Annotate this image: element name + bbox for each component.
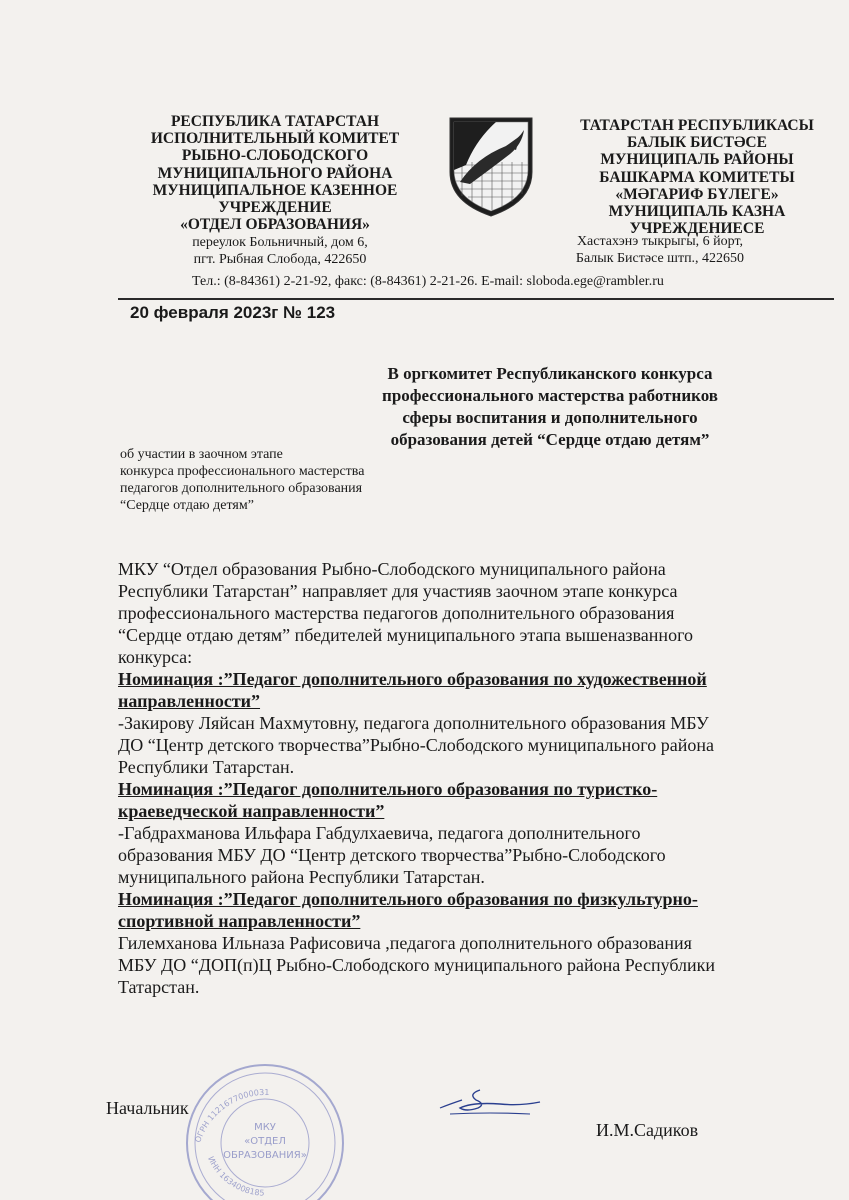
document-date-number: 20 февраля 2023г № 123 bbox=[130, 303, 336, 322]
header-right-address bbox=[540, 233, 780, 267]
addressee-line: профессионального мастерства работников bbox=[382, 386, 718, 405]
stamp-line: ОБРАЗОВАНИЯ» bbox=[223, 1150, 307, 1161]
handwritten-signature bbox=[410, 1078, 560, 1138]
coat-of-arms-emblem bbox=[436, 110, 546, 220]
stamp-line: МКУ bbox=[254, 1122, 276, 1133]
nomination-text: МБУ ДО “ДОП(п)Ц Рыбно-Слободского муниципального района Республики bbox=[118, 955, 716, 975]
body-line: Республики Татарстан” направляет для участияв заочном этапе конкурса bbox=[118, 581, 678, 601]
body-line: “Сердце отдаю детям” пбедителей муниципального этапа вышеназванного bbox=[118, 625, 693, 645]
header-left-organization bbox=[120, 113, 430, 233]
nomination-title: Номинация :”Педагог дополнительного образования по туристко- bbox=[118, 779, 658, 799]
header-left-line: УЧРЕЖДЕНИЕ bbox=[218, 199, 332, 217]
nomination-title: направленности” bbox=[118, 691, 261, 711]
nomination-text: муниципального района Республики Татарстан. bbox=[118, 867, 485, 887]
header-left-line: «ОТДЕЛ ОБРАЗОВАНИЯ» bbox=[180, 216, 370, 234]
subject-line: “Сердце отдаю детям” bbox=[120, 498, 254, 513]
nomination-text: Татарстан. bbox=[118, 977, 200, 997]
header-left-address bbox=[150, 234, 410, 268]
nomination-text: -Габдрахманова Ильфара Габдулхаевича, педагога дополнительного bbox=[118, 823, 641, 843]
subject-line: конкурса профессионального мастерства bbox=[120, 464, 365, 479]
nomination-text: Республики Татарстан. bbox=[118, 757, 295, 777]
body-line: МКУ “Отдел образования Рыбно-Слободского муниципального района bbox=[118, 559, 666, 579]
subject-line: об участии в заочном этапе bbox=[120, 447, 283, 462]
stamp-line: «ОТДЕЛ bbox=[244, 1136, 286, 1147]
header-right-line: МУНИЦИПАЛЬ РАЙОНЫ bbox=[600, 151, 794, 169]
header-right-line: БАШКАРМА КОМИТЕТЫ bbox=[599, 168, 795, 186]
signature-position-label: Начальник bbox=[106, 1098, 189, 1118]
addressee-line: сферы воспитания и дополнительного bbox=[402, 408, 698, 427]
nomination-title: спортивной направленности” bbox=[118, 911, 361, 931]
nomination-title: Номинация :”Педагог дополнительного образования по художественной bbox=[118, 669, 707, 689]
header-right-organization bbox=[562, 117, 832, 237]
header-divider bbox=[118, 298, 834, 300]
official-stamp bbox=[180, 1048, 350, 1200]
header-right-line: БАЛЫК БИСТӘСЕ bbox=[627, 134, 767, 152]
body-line: конкурса: bbox=[118, 647, 193, 667]
nomination-title: Номинация :”Педагог дополнительного образования по физкультурно- bbox=[118, 889, 698, 909]
stamp-ogrn: ОГРН 1121677000031 bbox=[193, 1087, 270, 1144]
stamp-inn: ИНН 1634008185 bbox=[206, 1154, 265, 1198]
body-line: профессионального мастерства педагогов дополнительного образования bbox=[118, 603, 675, 623]
addressee-block bbox=[340, 363, 760, 451]
letter-body bbox=[118, 558, 808, 998]
header-left-line: МУНИЦИПАЛЬНОГО РАЙОНА bbox=[157, 164, 393, 182]
nomination-title: краеведческой направленности” bbox=[118, 801, 385, 821]
address-line: переулок Больничный, дом 6, bbox=[192, 235, 368, 250]
header-contacts: Тел.: (8-84361) 2-21-92, факс: (8-84361) 2-21-26. E-mail: sloboda.ege@rambler.ru bbox=[192, 274, 664, 289]
header-left-line: РЕСПУБЛИКА ТАТАРСТАН bbox=[170, 113, 380, 130]
header-right-line: УЧРЕЖДЕНИЕСЕ bbox=[629, 220, 765, 238]
address-line: Балык Бистәсе штп., 422650 bbox=[575, 251, 745, 266]
header-right-line: ТАТАРСТАН РЕСПУБЛИКАСЫ bbox=[580, 117, 814, 134]
header-right-line: МУНИЦИПАЛЬ КАЗНА bbox=[608, 203, 786, 221]
subject-block bbox=[120, 446, 450, 514]
nomination-text: образования МБУ ДО “Центр детского творчества”Рыбно-Слободского bbox=[118, 845, 666, 865]
addressee-line: образования детей “Сердце отдаю детям” bbox=[390, 430, 710, 449]
header-left-line: ИСПОЛНИТЕЛЬНЫЙ КОМИТЕТ bbox=[150, 130, 400, 148]
nomination-text: Гилемханова Ильназа Рафисовича ,педагога дополнительного образования bbox=[118, 933, 692, 953]
nomination-text: -Закирову Ляйсан Махмутовну, педагога дополнительного образования МБУ bbox=[118, 713, 709, 733]
header-left-line: РЫБНО-СЛОБОДСКОГО bbox=[181, 147, 369, 165]
addressee-line: В оргкомитет Республиканского конкурса bbox=[387, 364, 713, 383]
header-right-line: «МӘГАРИФ БҮЛЕГЕ» bbox=[615, 185, 779, 203]
address-line: пгт. Рыбная Слобода, 422650 bbox=[193, 252, 367, 267]
nomination-text: ДО “Центр детского творчества”Рыбно-Слободского муниципального района bbox=[118, 735, 714, 755]
header-left-line: МУНИЦИПАЛЬНОЕ КАЗЕННОЕ bbox=[152, 181, 398, 199]
address-line: Хастахэнэ тыкрыгы, 6 йорт, bbox=[576, 234, 744, 249]
subject-line: педагогов дополнительного образования bbox=[120, 481, 363, 496]
signatory-name: И.М.Садиков bbox=[596, 1120, 699, 1140]
